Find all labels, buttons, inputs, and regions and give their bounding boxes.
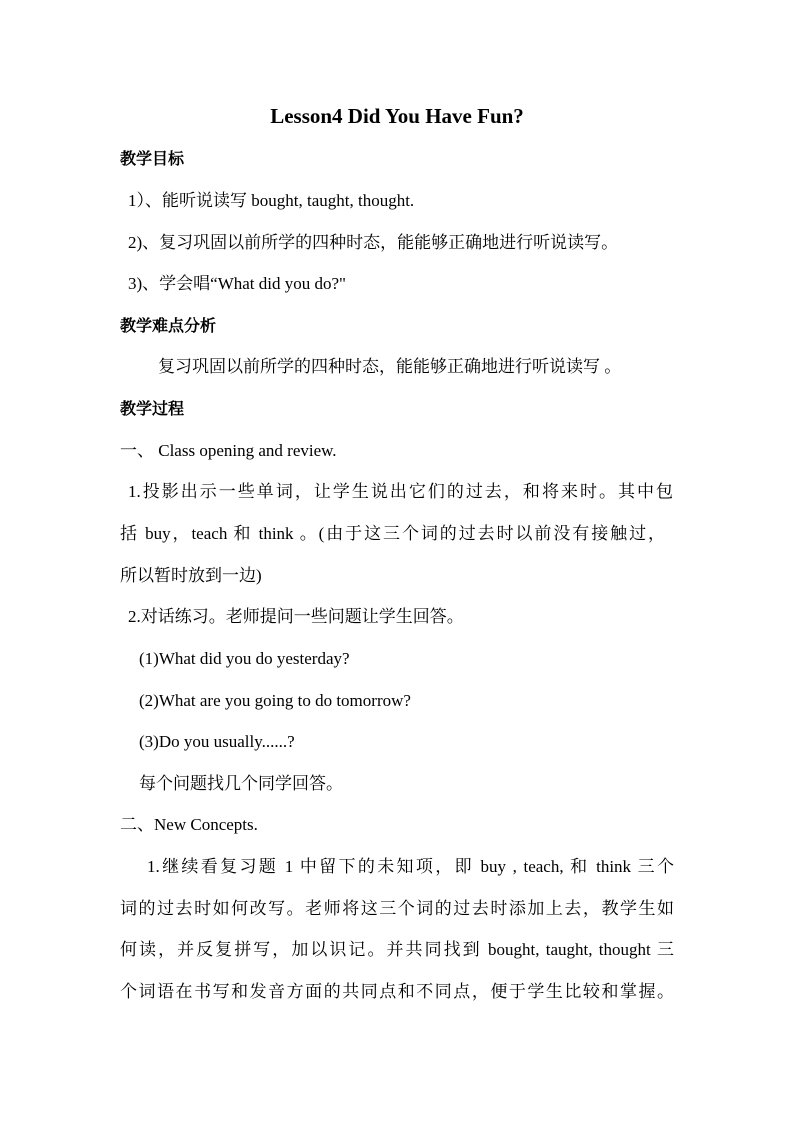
objective-item-3: 3)、学会唱“What did you do?" [128,274,346,293]
section1-step1-line-1: 1.投影出示一些单词，让学生说出它们的过去，和将来时。其中包 [128,482,673,501]
difficulties-heading: 教学难点分析 [120,316,217,335]
objective-item-2: 2)、复习巩固以前所学的四种时态，能能够正确地进行听说读写。 [128,233,619,252]
section1-title: 一、 Class opening and review. [120,441,337,460]
section2-step1-line-1: 1.继续看复习题 1 中留下的未知项，即 buy , teach, 和 think 三个 [147,857,674,876]
question-1: (1)What did you do yesterday? [139,649,350,668]
process-heading: 教学过程 [120,399,185,418]
objective-item-1: 1）、能听说读写 bought, taught, thought. [128,191,415,210]
section1-step1-line-3: 所以暂时放到一边) [120,566,262,585]
section1-step1-line-2: 括 buy，teach 和 think 。(由于这三个词的过去时以前没有接触过， [120,524,665,543]
difficulties-text: 复习巩固以前所学的四种时态，能能够正确地进行听说读写 。 [158,357,622,376]
question-3: (3)Do you usually......? [139,732,295,751]
objectives-heading: 教学目标 [120,149,185,168]
section1-note: 每个问题找几个同学回答。 [139,774,343,793]
section2-title: 二、New Concepts. [120,815,258,834]
section2-step1-line-3: 何读，并反复拼写，加以识记。并共同找到 bought, taught, thought 三 [120,940,674,959]
section2-step1-line-4: 个词语在书写和发音方面的共同点和不同点，便于学生比较和掌握。 [120,982,674,1001]
document-title: Lesson4 Did You Have Fun? [270,104,524,128]
section1-step2: 2.对话练习。老师提问一些问题让学生回答。 [128,607,464,626]
section2-step1-line-2: 词的过去时如何改写。老师将这三个词的过去时添加上去，教学生如 [120,899,674,918]
question-2: (2)What are you going to do tomorrow? [139,691,411,710]
